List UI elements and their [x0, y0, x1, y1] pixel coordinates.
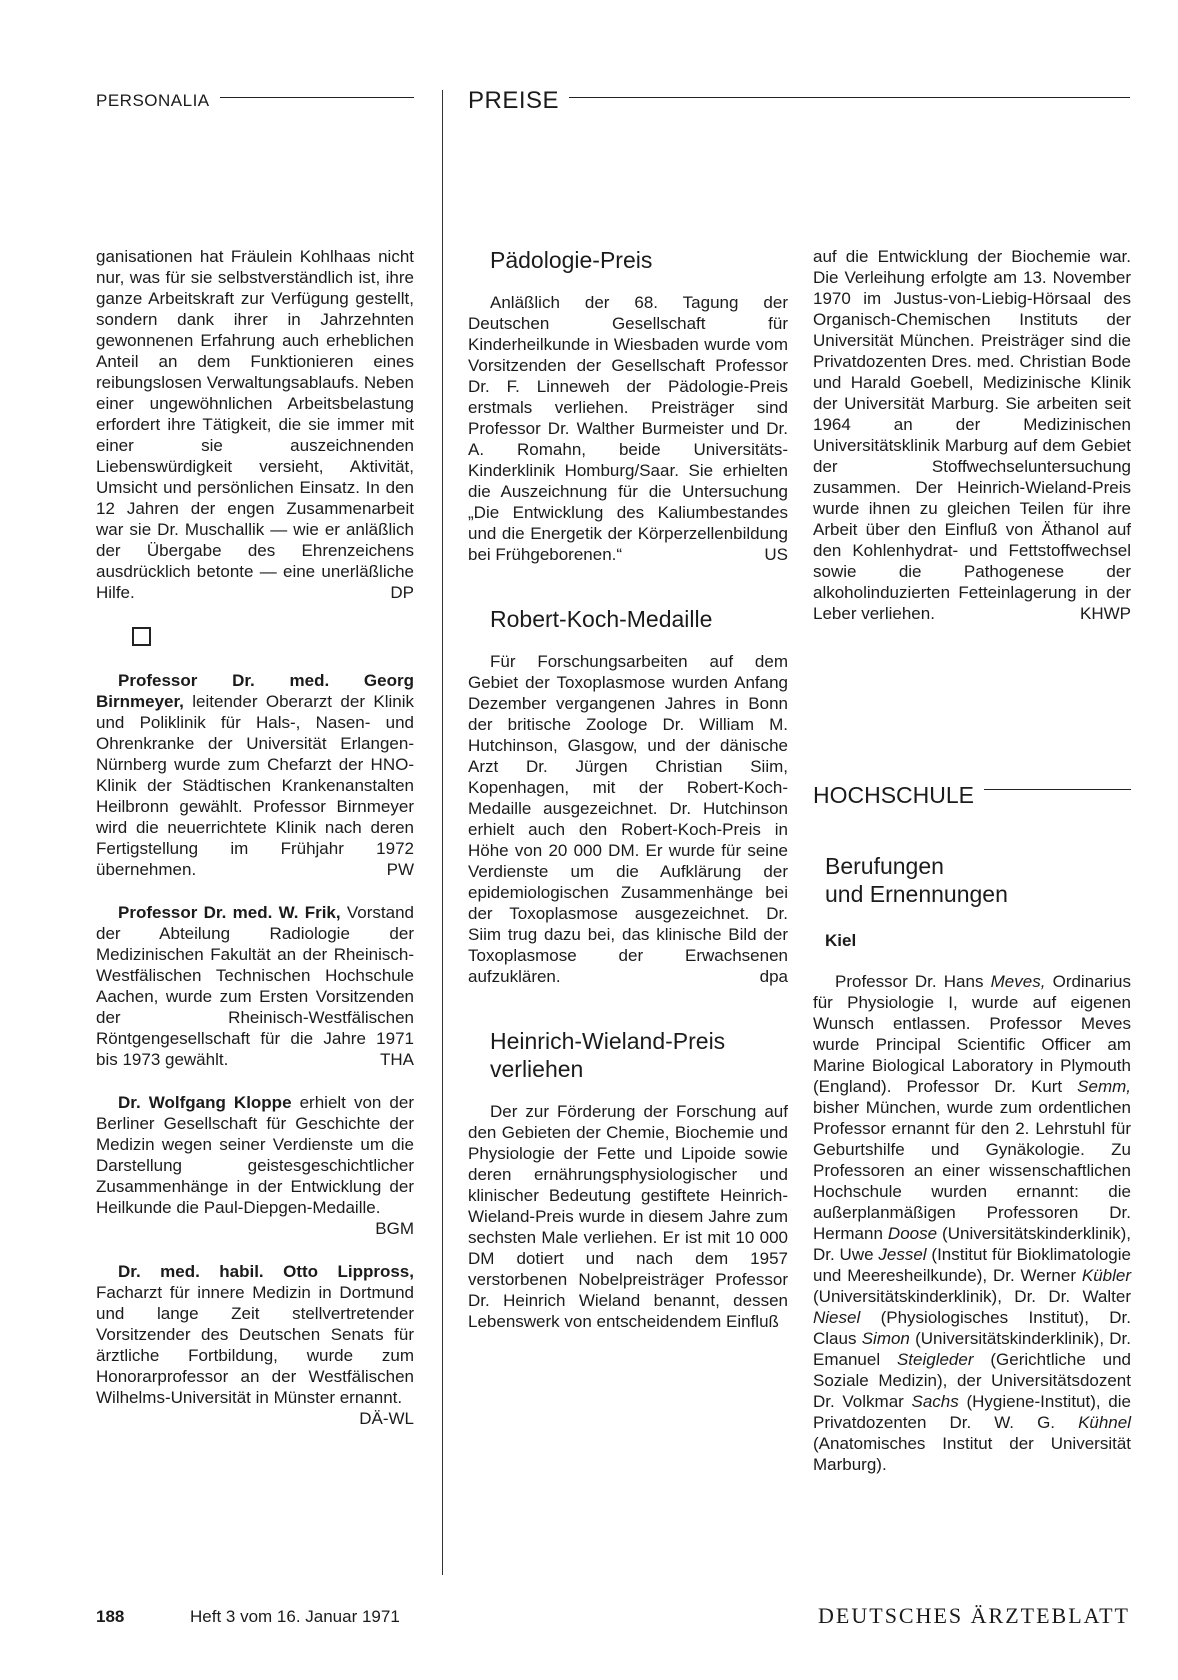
- person-name: Jessel: [878, 1245, 927, 1264]
- paragraph-text: leitender Oberarzt der Klinik und Poliklinik für Hals-, Nasen- und Ohrenkranke der Universität Erlangen-Nürnberg wurde zum Chefarzt der HNO-Klinik der Städtischen Krankenanstalten Heilbronn gewählt. Professor Birnmeyer wird die neuerrichtete Klinik nach deren Fertigstellung im Frühjahr 1972 übernehmen.: [96, 692, 414, 879]
- article-heading: [825, 852, 1131, 908]
- paragraph-text: Ordinarius für Physiologie I, wurde auf eigenen Wunsch entlassen. Professor Meves wurde Principal Scientific Officer am Marine Biological Laboratory in Plymouth (England). Professor Dr. Kurt: [813, 972, 1132, 1096]
- paragraph-text: (Anatomisches Institut der Universität Marburg).: [813, 1434, 1131, 1474]
- header-rule: [569, 97, 1130, 98]
- separator-box: [132, 627, 151, 646]
- author-signature: BGM: [375, 1219, 414, 1238]
- heading-line: Berufungen: [825, 853, 944, 879]
- article-paragraph: [96, 246, 414, 603]
- journal-masthead: DEUTSCHES ÄRZTEBLATT: [818, 1603, 1130, 1628]
- article-paragraph: [96, 902, 414, 1070]
- paragraph-text: (Universitätskinderklinik), Dr. Uwe: [813, 1224, 1131, 1264]
- section-label: PREISE: [468, 87, 560, 114]
- section-header-preise: [468, 88, 1130, 114]
- author-signature: US: [764, 545, 788, 564]
- person-name: Doose: [887, 1224, 938, 1243]
- city-subheading: [825, 930, 1131, 951]
- header-rule: [220, 97, 414, 98]
- paragraph-text: (Universitätskinderklinik), Dr. Emanuel: [813, 1329, 1132, 1369]
- paragraph-text: Professor Dr. Hans: [835, 972, 991, 991]
- issue-info: Heft 3 vom 16. Januar 1971: [190, 1607, 400, 1626]
- person-name: Simon: [861, 1329, 910, 1348]
- column-continued: [813, 246, 1131, 624]
- article-paragraph: [468, 292, 788, 565]
- person-name: Sachs: [911, 1392, 959, 1411]
- section-header-hochschule: [813, 782, 1131, 809]
- author-signature: DÄ-WL: [359, 1409, 414, 1428]
- column-hochschule: [813, 852, 1131, 1475]
- person-name: Dr. med. habil. Otto Lippross,: [118, 1262, 414, 1281]
- column-divider: [442, 90, 443, 1575]
- person-name: Professor Dr. med. W. Frik,: [118, 903, 341, 922]
- paragraph-text: ganisationen hat Fräulein Kohlhaas nicht nur, was für sie selbstverständlich ist, ihre ganze Arbeitskraft zur Verfügung gestellt, sondern dank ihrer in Jahrzehnten gewonnenen Erfahrung auch erheblichen Anteil an dem Funktionieren eines reibungslosen Verwaltungsablaufs. Neben einer ungewöhnlichen Arbeitsbelastung erfordert ihre Tätigkeit, die sie immer mit einer sie auszeichnenden Liebenswürdigkeit versieht, Aktivität, Umsicht und persönlichen Einsatz. In den 12 Jahren der engen Zusammenarbeit war sie Dr. Muschallik — wie er anläßlich der Übergabe des Ehrenzeichens ausdrücklich betonte — eine unerläßliche Hilfe.: [96, 247, 414, 602]
- paragraph-text: (Physiologisches Institut), Dr. Claus: [813, 1308, 1131, 1348]
- article-paragraph: [96, 1261, 414, 1428]
- paragraph-text: (Gerichtliche und Soziale Medizin), der Universitätsdozent Dr. Volkmar: [813, 1350, 1131, 1411]
- column-personalia: [96, 246, 414, 1429]
- paragraph-text: (Institut für Bioklimatologie und Meeresheilkunde), Dr. Werner: [813, 1245, 1131, 1285]
- paragraph-text: Facharzt für innere Medizin in Dortmund und lange Zeit stellvertretender Vorsitzender des Deutschen Senats für ärztliche Fortbildung, wurde zum Honorarprofessor an der Westfälischen Wilhelms-Universität in Münster ernannt.: [96, 1283, 414, 1407]
- article-paragraph: [468, 651, 788, 987]
- author-signature: THA: [380, 1050, 414, 1069]
- author-signature: DP: [390, 583, 414, 602]
- paragraph-text: Anläßlich der 68. Tagung der Deutschen Gesellschaft für Kinderheilkunde in Wiesbaden wurde vom Vorsitzenden der Gesellschaft Professor Dr. F. Linneweh der Pädologie-Preis erstmals verliehen. Preisträger sind Professor Dr. Walther Burmeister und Dr. A. Romahn, beide Universitäts-Kinderklinik Homburg/Saar. Sie erhielten die Auszeichnung für die Untersuchung „Die Entwicklung des Kaliumbestandes und die Energetik der Körperzellenbildung bei Frühgeborenen.“: [468, 293, 788, 564]
- section-label: PERSONALIA: [96, 91, 210, 110]
- person-name: Dr. Wolfgang Kloppe: [118, 1093, 292, 1112]
- header-rule: [984, 789, 1131, 790]
- paragraph-text: bisher München, wurde zum ordentlichen Professor ernannt für den 2. Lehrstuhl für Geburtshilfe und Gynäkologie. Zu Professoren an einer wissenschaftlichen Hochschule wurden ernannt: die außerplanmäßigen Professoren Dr. Hermann: [813, 1098, 1131, 1243]
- paragraph-text: erhielt von der Berliner Gesellschaft für Geschichte der Medizin wegen seiner Verdienste um die Darstellung geistesgeschichtlicher Zusammenhänge in der Entwicklung der Heilkunde die Paul-Diepgen-Medaille.: [96, 1093, 414, 1217]
- section-label: HOCHSCHULE: [813, 782, 975, 808]
- article-paragraph: [96, 1092, 414, 1238]
- paragraph-text: (Hygiene-Institut), die Privatdozenten Dr. W. G.: [813, 1392, 1131, 1432]
- paragraph-text: auf die Entwicklung der Biochemie war. Die Verleihung erfolgte am 13. November 1970 im Justus-von-Liebig-Hörsaal des Organisch-Chemischen Instituts der Universität München. Preisträger sind die Privatdozenten Dres. med. Christian Bode und Harald Goebell, Medizinische Klinik der Universität Marburg. Sie arbeiten seit 1964 an der Medizinischen Universitätsklinik Marburg auf dem Gebiet der Stoffwechseluntersuchung zusammen. Der Heinrich-Wieland-Preis wurde ihnen zu gleichen Teilen für ihre Arbeit über den Einfluß von Äthanol auf den Kohlenhydrat- und Fettstoffwechsel sowie die Pathogenese der alkoholinduzierten Fetteinlagerung in der Leber verliehen.: [813, 247, 1131, 623]
- paragraph-text: Für Forschungsarbeiten auf dem Gebiet der Toxoplasmose wurden Anfang Dezember vergangenen Jahres in Bonn der britische Zoologe Dr. William M. Hutchinson, Glasgow, und der dänische Arzt Dr. Jürgen Christian Siim, Kopenhagen, mit der Robert-Koch-Medaille ausgezeichnet. Dr. Hutchinson erhielt auch den Robert-Koch-Preis in Höhe von 20 000 DM. Er wurde für seine Verdienste um die Aufklärung der epidemiologischen Zusammenhänge bei der Toxoplasmose ausgezeichnet. Dr. Siim trug dazu bei, das klinische Bild der Toxoplasmose der Erwachsenen aufzuklären.: [468, 652, 788, 986]
- person-name: Steigleder: [896, 1350, 974, 1369]
- author-signature: KHWP: [1080, 604, 1131, 623]
- article-paragraph: [468, 1101, 788, 1332]
- paragraph-text: Vorstand der Abteilung Radiologie der Medizinischen Fakultät an der Rheinisch-Westfälischen Technischen Hochschule Aachen, wurde zum Ersten Vorsitzenden der Rheinisch-Westfälischen Röntgengesellschaft für die Jahre 1971 bis 1973 gewählt.: [96, 903, 415, 1069]
- article-heading: Pädologie-Preis: [490, 247, 653, 273]
- person-name: Professor Dr. med. Georg Birnmeyer,: [96, 671, 414, 711]
- paragraph-text: (Universitätskinderklinik), Dr. Dr. Walter: [813, 1287, 1131, 1306]
- article-heading: Robert-Koch-Medaille: [490, 606, 713, 632]
- page-number: 188: [96, 1607, 125, 1626]
- heading-line: und Ernennungen: [825, 881, 1008, 907]
- person-name: Niesel: [813, 1308, 861, 1327]
- person-name: Meves,: [990, 972, 1046, 991]
- article-paragraph: [813, 971, 1131, 1475]
- author-signature: dpa: [759, 967, 788, 986]
- article-paragraph: [813, 246, 1131, 624]
- person-name: Kübler: [1081, 1266, 1131, 1285]
- paragraph-text: Der zur Förderung der Forschung auf den Gebieten der Chemie, Biochemie und Physiologie der Fette und Lipoide sowie deren ernährungsphysiologischer und klinischer Bedeutung gestiftete Heinrich-Wieland-Preis wurde in diesem Jahre zum sechsten Male verliehen. Er ist mit 10 000 DM dotiert und nach dem 1957 verstorbenen Nobelpreisträger Professor Dr. Heinrich Wieland benannt, dessen Lebenswerk von entscheidendem Einfluß: [468, 1102, 788, 1331]
- author-signature: PW: [386, 860, 414, 879]
- person-name: Semm,: [1077, 1077, 1131, 1096]
- article-heading: Heinrich-Wieland-Preis verliehen: [490, 1028, 726, 1082]
- city-label: Kiel: [825, 931, 857, 950]
- article-paragraph: [96, 670, 414, 880]
- section-header-personalia: [96, 88, 414, 114]
- person-name: Kühnel: [1078, 1413, 1131, 1432]
- column-preise: [468, 246, 788, 1332]
